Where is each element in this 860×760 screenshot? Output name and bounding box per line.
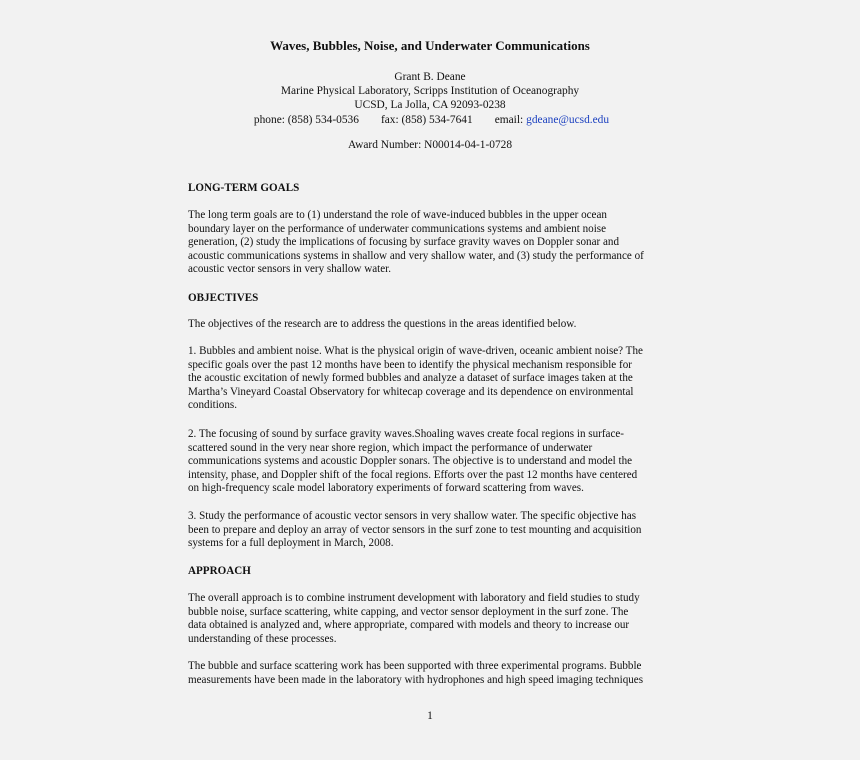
text-line: measurements have been made in the laboratory with hydrophones and high speed imaging techniques bbox=[188, 673, 644, 686]
text-line: 1. Bubbles and ambient noise. What is the physical origin of wave-driven, oceanic ambient noise? The bbox=[188, 345, 643, 357]
text-line: bubble noise, surface scattering, white capping, and vector sensor deployment in the surf zone. The bbox=[188, 605, 629, 618]
text-line: acoustic vector sensors in very shallow water. bbox=[188, 263, 392, 276]
document-title: Waves, Bubbles, Noise, and Underwater Communications bbox=[270, 38, 590, 53]
text-line: on high-frequency scale model laboratory experiments of forward scattering from waves. bbox=[188, 482, 584, 495]
author-affiliation-line1: Marine Physical Laboratory, Scripps Institution of Oceanography bbox=[280, 85, 580, 98]
paragraph-objective-1 bbox=[188, 345, 676, 413]
text-line: data obtained is analyzed and, where appropriate, compared with models and theory to increase our bbox=[188, 619, 630, 632]
author-phone: phone: (858) 534-0536 bbox=[253, 113, 359, 126]
paragraph-objective-2 bbox=[188, 428, 676, 496]
section-heading-long-term-goals: LONG-TERM GOALS bbox=[188, 182, 300, 194]
text-line: specific goals over the past 12 months have been to identify the physical mechanism responsible for bbox=[188, 358, 632, 371]
text-line: 2. The focusing of sound by surface gravity waves.Shoaling waves create focal regions in surface- bbox=[188, 428, 625, 440]
author-block bbox=[0, 70, 860, 127]
paragraph-approach-1 bbox=[188, 592, 676, 646]
text-line: boundary layer on the performance of underwater communications systems and ambient noise bbox=[188, 222, 607, 235]
author-fax: fax: (858) 534-7641 bbox=[380, 113, 473, 126]
text-line: generation, (2) study the implications of focusing by surface gravity waves on Doppler sonar and bbox=[188, 236, 619, 249]
text-line: systems for a full deployment in March, 2008. bbox=[188, 537, 394, 550]
paragraph-long-term-goals bbox=[188, 209, 676, 277]
text-line: The objectives of the research are to address the questions in the areas identified below. bbox=[188, 318, 577, 330]
author-email-link[interactable]: gdeane@ucsd.edu bbox=[526, 113, 610, 126]
text-line: the acoustic excitation of newly formed bubbles and analyze a dataset of surface images taken at the bbox=[188, 372, 633, 385]
text-line: conditions. bbox=[188, 399, 237, 412]
author-affiliation-line2: UCSD, La Jolla, CA 92093-0238 bbox=[354, 99, 506, 112]
paragraph-objective-3 bbox=[188, 510, 676, 551]
text-line: understanding of these processes. bbox=[188, 632, 337, 645]
text-line: 3. Study the performance of acoustic vector sensors in very shallow water. The specific objective has bbox=[188, 510, 637, 522]
contact-line bbox=[0, 113, 860, 127]
author-name: Grant B. Deane bbox=[394, 71, 466, 83]
page-number: 1 bbox=[427, 710, 433, 722]
section-heading-objectives: OBJECTIVES bbox=[188, 292, 259, 304]
award-number: Award Number: N00014-04-1-0728 bbox=[347, 139, 513, 151]
text-line: The bubble and surface scattering work has been supported with three experimental programs. Bubble bbox=[188, 660, 642, 672]
text-line: communications systems and acoustic Doppler sonars. The objective is to understand and model the bbox=[188, 455, 633, 468]
section-heading-approach: APPROACH bbox=[188, 565, 251, 577]
text-line: been to prepare and deploy an array of vector sensors in the surf zone to test mounting and acquisition bbox=[188, 523, 642, 536]
text-line: Martha’s Vineyard Coastal Observatory for whitecap coverage and its dependence on environmental bbox=[188, 385, 634, 398]
paragraph-objectives-intro bbox=[188, 318, 676, 332]
text-line: scattered sound in the very near shore region, which impact the performance of underwater bbox=[188, 441, 593, 454]
text-line: The overall approach is to combine instrument development with laboratory and field studies to study bbox=[188, 592, 640, 604]
author-email-label: email: bbox=[494, 113, 524, 126]
text-line: acoustic communications systems in shallow and very shallow water, and (3) study the performance of bbox=[188, 249, 644, 262]
text-line: intensity, phase, and Doppler shift of the focal regions. Efforts over the past 12 months have centered bbox=[188, 468, 638, 481]
text-line: The long term goals are to (1) understand the role of wave-induced bubbles in the upper ocean bbox=[188, 209, 607, 221]
paragraph-approach-2 bbox=[188, 660, 676, 687]
